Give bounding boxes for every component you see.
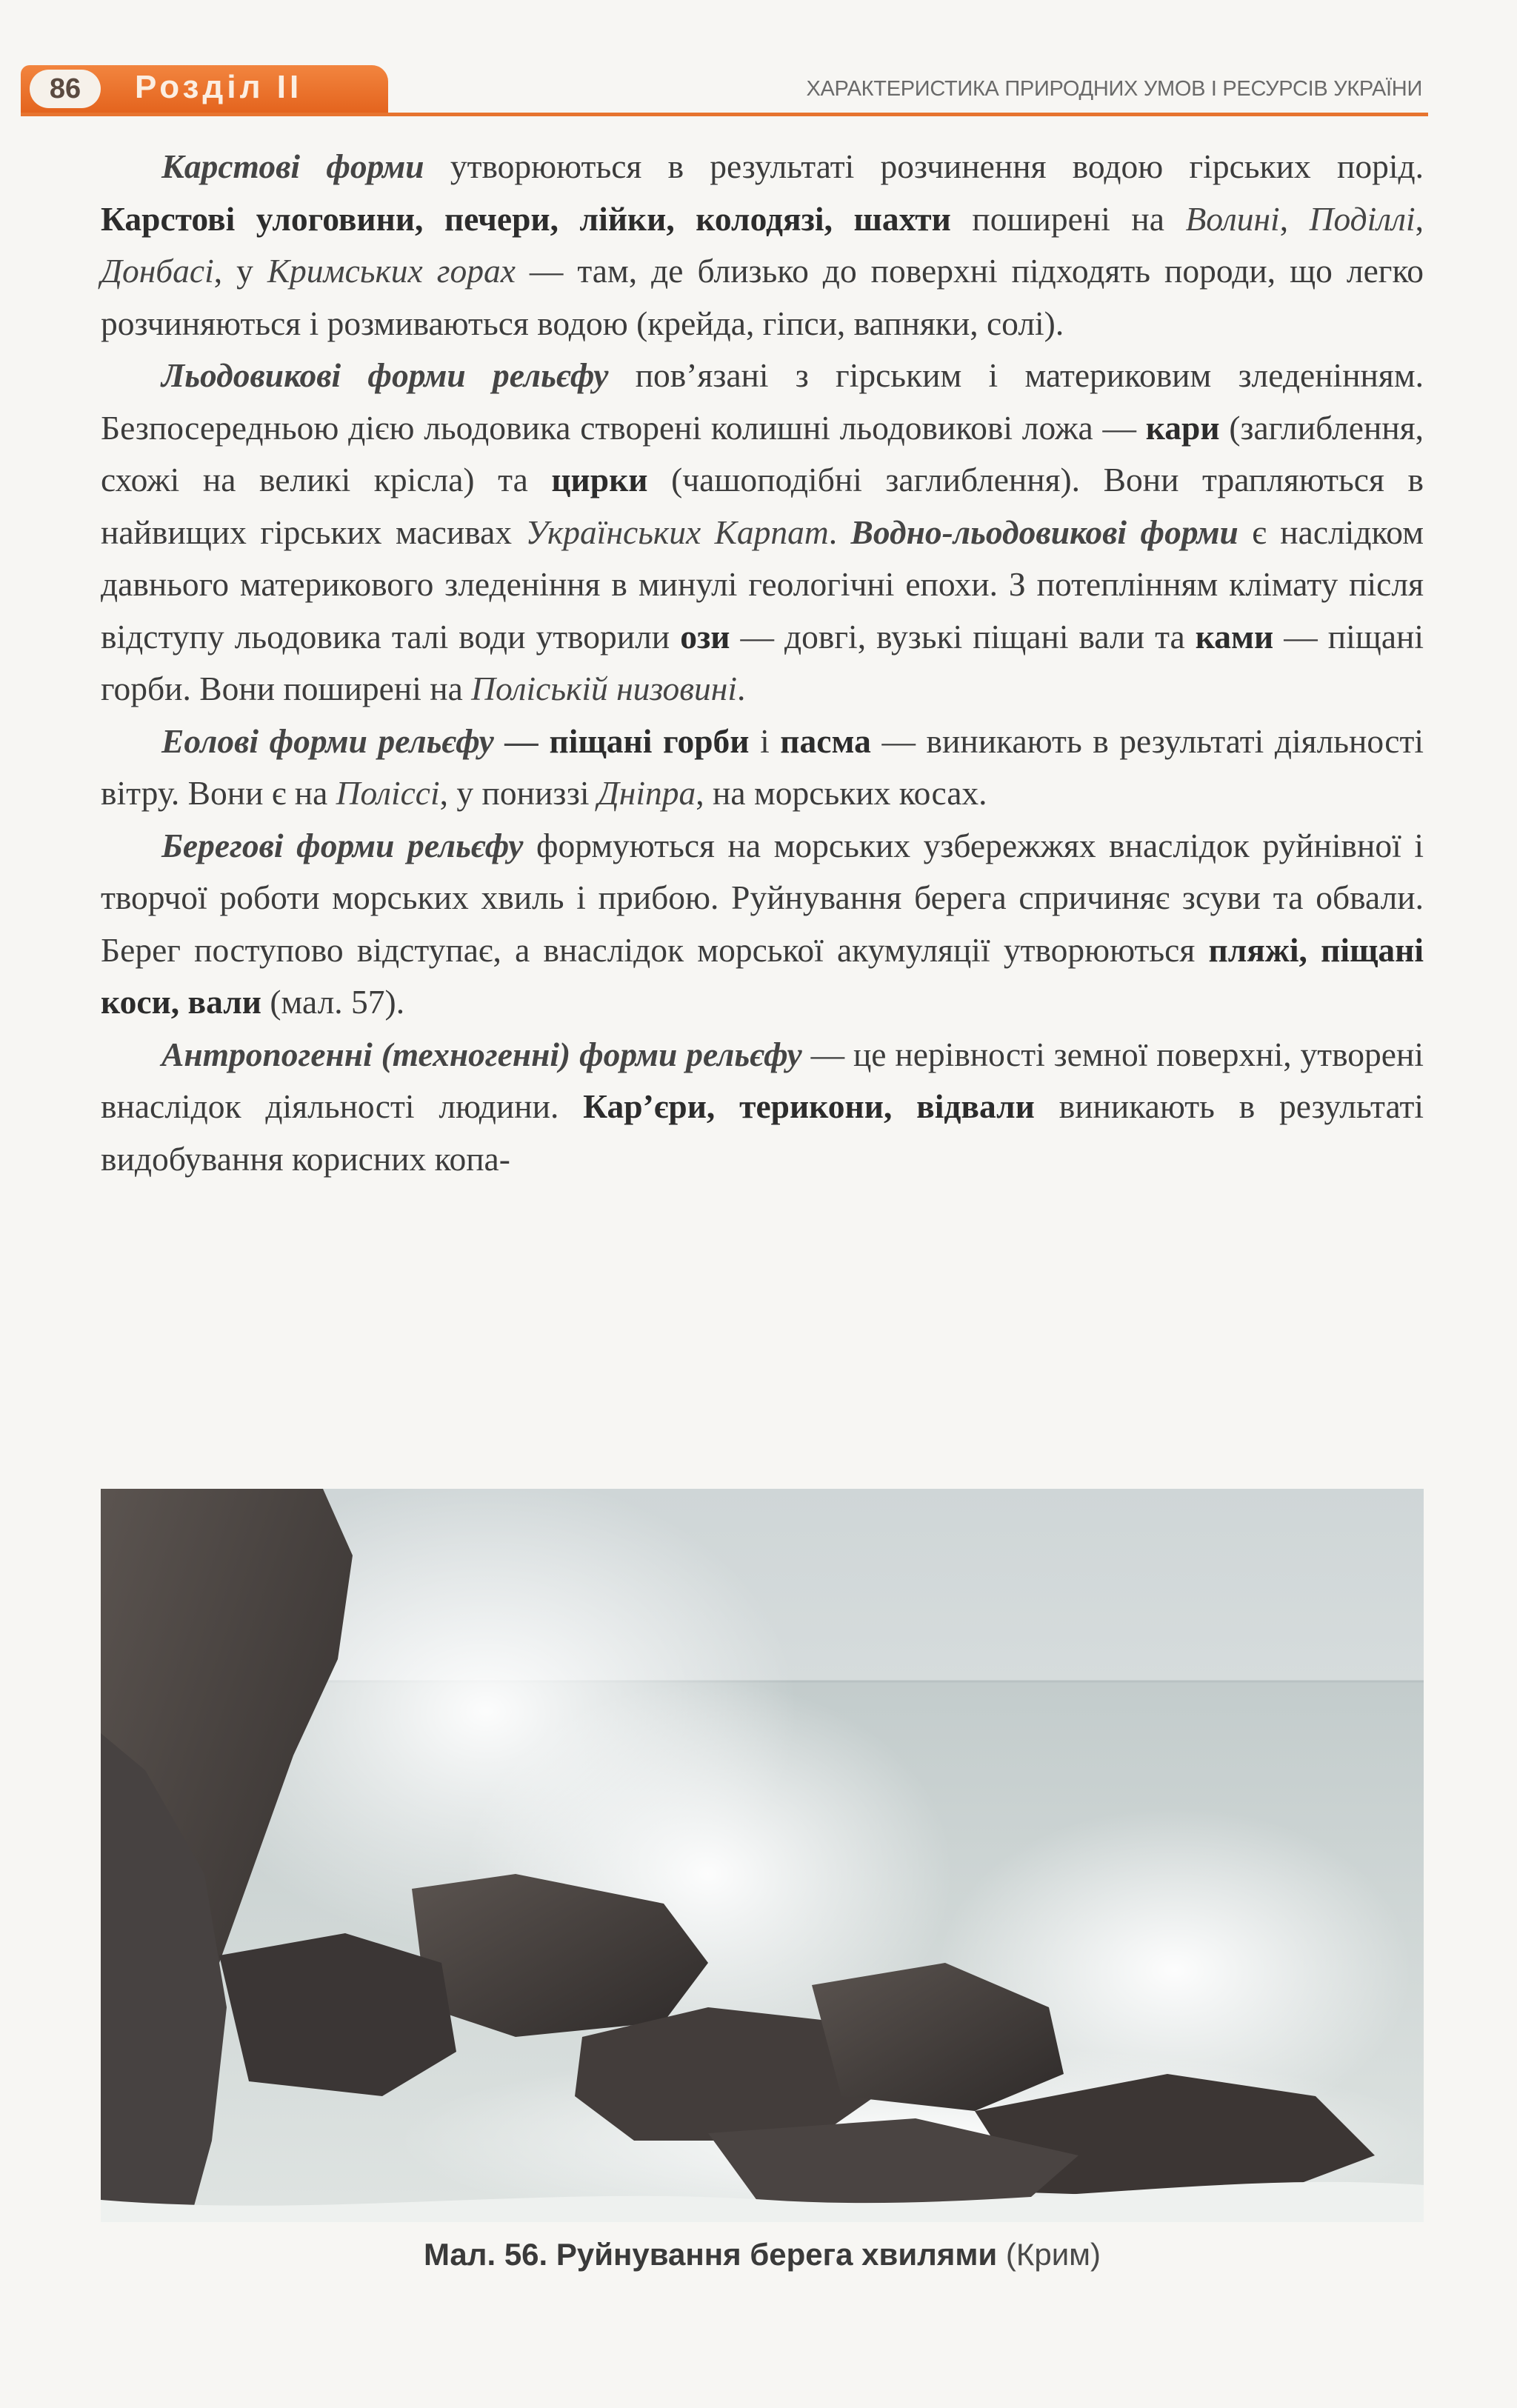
text: , xyxy=(1415,199,1424,238)
bold-term: кари xyxy=(1145,408,1220,447)
term-aeolian: Еолові форми рельєфу — xyxy=(161,721,539,760)
text: (чашоподібні заглиблення). Вони трапляються в найвищих гірських масивах xyxy=(101,461,1424,551)
place-name: Донбасі xyxy=(101,252,214,290)
place-name: Волині xyxy=(1185,199,1280,238)
bold-term: ками xyxy=(1195,617,1274,656)
paragraph-glacial xyxy=(101,350,1424,716)
term-coastal: Берегові форми рельєфу xyxy=(161,826,524,864)
text: утворюються в результаті розчинення водою гірських порід. xyxy=(424,147,1424,185)
text: (мал. 57). xyxy=(261,983,405,1021)
paragraph-anthropogenic xyxy=(101,1029,1424,1186)
text: — піщані горби. Вони поширені на xyxy=(101,617,1424,707)
bold-term: Кар’єри, терикони, відвали xyxy=(583,1087,1035,1125)
text: є наслідком давнього материкового зледеніння в минулі геологічні епохи. З потеплінням клімату після відступу льодовика талі води утворили xyxy=(101,513,1424,656)
text: . xyxy=(828,513,851,551)
page-header xyxy=(0,65,1517,124)
section-label: Розділ ІІ xyxy=(135,69,303,105)
header-divider xyxy=(21,113,1428,116)
text: , на морських косах. xyxy=(696,774,987,812)
body-text xyxy=(101,141,1424,1185)
term-glacial: Льодовикові форми рельєфу xyxy=(161,356,609,394)
text: , у xyxy=(213,252,267,290)
text: формуються на морських узбережжях внаслідок руйнівної і творчої роботи морських хвиль і прибою. Руйнування берега спричиняє зсуви та обвали. Берег поступово відступає, а внаслідок морської акумуляції утворюються xyxy=(101,826,1424,969)
bold-term: цирки xyxy=(551,461,648,498)
text: — там, де близько до поверхні підходять породи, що легко розчиняються і розмиваються водою (крейда, гіпси, вапняки, солі). xyxy=(101,252,1424,342)
place-name: Поділлі xyxy=(1309,199,1416,238)
text: — довгі, вузькі піщані вали та xyxy=(730,617,1196,656)
figure-caption xyxy=(101,2237,1424,2272)
term-water-glacial: Водно-льодовикові форми xyxy=(850,513,1238,551)
paragraph-karst xyxy=(101,141,1424,350)
place-name: Поліській низовині xyxy=(471,670,738,707)
text: і xyxy=(749,721,781,760)
text: виникають в результаті видобування корисних копа- xyxy=(101,1087,1424,1178)
place-name: Кримських горах xyxy=(267,252,516,290)
place-name: Українських Карпат xyxy=(525,513,829,551)
place-name: Дніпра xyxy=(597,774,696,812)
text: поширені на xyxy=(950,199,1186,238)
text: , xyxy=(1279,199,1310,238)
paragraph-aeolian xyxy=(101,716,1424,820)
caption-location: (Крим) xyxy=(997,2237,1101,2272)
page-number: 86 xyxy=(30,70,101,108)
text: . xyxy=(737,670,746,707)
text: (заглиблення, схожі на великі крісла) та xyxy=(101,408,1424,498)
place-name: Поліссі xyxy=(336,774,440,812)
text: , у пониззі xyxy=(439,774,598,812)
paragraph-coastal xyxy=(101,820,1424,1029)
text: пов’язані з гірським і материковим зледенінням. Безпосередньою дією льодовика створені колишні льодовикові ложа — xyxy=(101,356,1424,447)
bold-term: піщані горби xyxy=(538,721,750,760)
term-karst: Карстові форми xyxy=(161,147,424,185)
waves-on-rocks-illustration xyxy=(101,1489,1424,2222)
caption-title: Мал. 56. Руйнування берега хвилями xyxy=(423,2237,998,2272)
term-anthropogenic: Антропогенні (техногенні) форми рельєфу xyxy=(161,1035,802,1073)
text: — це нерівності земної поверхні, утворені внаслідок діяльності людини. xyxy=(101,1035,1424,1125)
coast-photo xyxy=(101,1489,1424,2222)
running-title: ХАРАКТЕРИСТИКА ПРИРОДНИХ УМОВ І РЕСУРСІВ УКРАЇНИ xyxy=(806,77,1422,101)
text: — виникають в результаті діяльності вітру. Вони є на xyxy=(101,721,1424,812)
bold-term: пасма xyxy=(780,721,871,760)
bold-term: пляжі, піщані коси, вали xyxy=(101,930,1424,1021)
bold-term: Карстові улоговини, печери, лійки, колодязі, шахти xyxy=(101,199,951,238)
bold-term: ози xyxy=(680,617,730,656)
